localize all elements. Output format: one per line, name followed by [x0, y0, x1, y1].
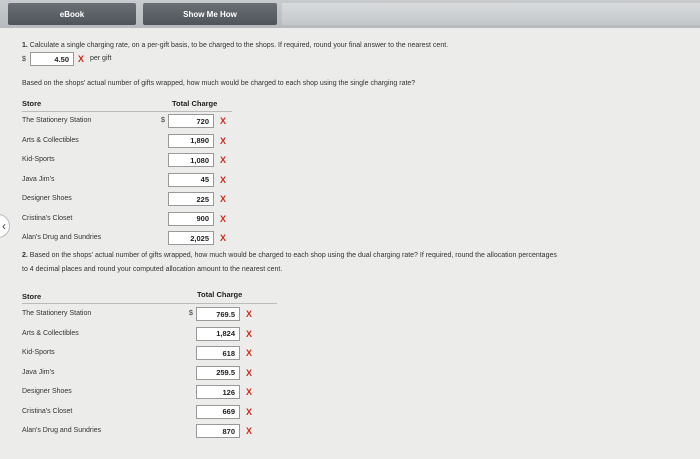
q2-number: 2. — [22, 252, 28, 259]
q1-incorrect-icon: X — [220, 155, 227, 165]
q2-total-charge-input[interactable]: 1,824 — [196, 327, 240, 341]
q2-store-label: Designer Shoes — [22, 388, 72, 395]
q1-total-charge-input[interactable]: 45 — [168, 173, 214, 187]
q2-store-label: The Stationery Station — [22, 310, 92, 317]
q2-prompt — [22, 252, 557, 259]
q2-total-charge-input[interactable]: 769.5 — [196, 307, 240, 321]
toolbar-blank-area — [282, 3, 700, 25]
q1-prompt — [22, 42, 448, 49]
q2-store-label: Arts & Collectibles — [22, 329, 79, 337]
q2-total-charge-input[interactable]: 126 — [196, 385, 240, 399]
show-me-how-tab[interactable]: Show Me How — [143, 3, 277, 25]
q1-col-store: Store — [22, 99, 42, 108]
q2-incorrect-icon: X — [246, 426, 253, 436]
q1-total-charge-input[interactable]: 1,080 — [168, 153, 214, 167]
q1-number: 1. — [22, 42, 28, 49]
q1-rate-incorrect-icon: X — [78, 54, 85, 64]
q1-total-charge-input[interactable]: 900 — [168, 212, 214, 226]
q1-store-label: Java Jim's — [22, 175, 55, 183]
q1-rate-unit: per gift — [90, 55, 112, 62]
q2-prompt-line1: Based on the shops' actual number of gifts wrapped, how much would be charged to each shop using the dual charging rate? If required, round the allocation percentages — [29, 252, 557, 259]
q2-incorrect-icon: X — [246, 387, 253, 397]
q2-prompt-line2: to 4 decimal places and round your computed allocation amount to the nearest cent. — [22, 266, 283, 273]
q1-total-charge-input[interactable]: 225 — [168, 192, 214, 206]
ebook-tab[interactable]: eBook — [8, 3, 136, 25]
q1-prompt-text: Calculate a single charging rate, on a per-gift basis, to be charged to the shops. If required, round your final answer to the nearest cent. — [29, 42, 449, 49]
q1-store-label: Designer Shoes — [22, 195, 72, 202]
back-button[interactable] — [0, 214, 10, 238]
q1-incorrect-icon: X — [220, 174, 227, 185]
q1-dollar-sign: $ — [161, 117, 165, 124]
q2-incorrect-icon: X — [246, 309, 253, 319]
q1-store-label: Arts & Collectibles — [22, 136, 79, 144]
q2-total-charge-input[interactable]: 669 — [196, 405, 240, 419]
q1-rate-dollar: $ — [22, 56, 26, 63]
q2-store-label: Kid-Sports — [22, 349, 55, 356]
q1-store-label: Kid-Sports — [22, 156, 55, 163]
q2-incorrect-icon: X — [246, 406, 253, 417]
q2-store-label: Alan's Drug and Sundries — [22, 427, 102, 434]
q1-total-charge-input[interactable]: 720 — [168, 114, 214, 128]
q1-incorrect-icon: X — [220, 116, 227, 126]
q2-incorrect-icon: X — [246, 348, 253, 358]
q2-store-label: Cristina's Closet — [22, 407, 73, 415]
q1-incorrect-icon: X — [220, 194, 227, 204]
q2-header-divider — [22, 303, 277, 304]
q1-col-total: Total Charge — [172, 99, 218, 108]
q2-store-label: Java Jim's — [22, 368, 55, 376]
chevron-left-icon: ‹ — [2, 219, 6, 233]
q2-total-charge-input[interactable]: 870 — [196, 424, 240, 438]
q2-incorrect-icon: X — [246, 328, 253, 339]
q1-header-divider — [22, 111, 232, 112]
q2-col-total: Total Charge — [197, 290, 243, 299]
q2-total-charge-input[interactable]: 618 — [196, 346, 240, 360]
q1-incorrect-icon: X — [220, 135, 227, 146]
q1-total-charge-input[interactable]: 2,025 — [168, 231, 214, 245]
q1-incorrect-icon: X — [220, 233, 227, 243]
q2-dollar-sign: $ — [189, 310, 193, 317]
q1-followup: Based on the shops' actual number of gifts wrapped, how much would be charged to each shop using the single charging rate? — [22, 80, 416, 87]
q2-incorrect-icon: X — [246, 367, 253, 378]
q1-store-label: Cristina's Closet — [22, 214, 73, 222]
q2-col-store: Store — [22, 292, 42, 301]
q2-total-charge-input[interactable]: 259.5 — [196, 366, 240, 380]
q1-incorrect-icon: X — [220, 213, 227, 224]
top-toolbar — [0, 0, 700, 28]
q1-store-label: Alan's Drug and Sundries — [22, 234, 102, 241]
q1-total-charge-input[interactable]: 1,890 — [168, 134, 214, 148]
q1-rate-input[interactable]: 4.50 — [30, 52, 74, 66]
q1-store-label: The Stationery Station — [22, 117, 92, 124]
